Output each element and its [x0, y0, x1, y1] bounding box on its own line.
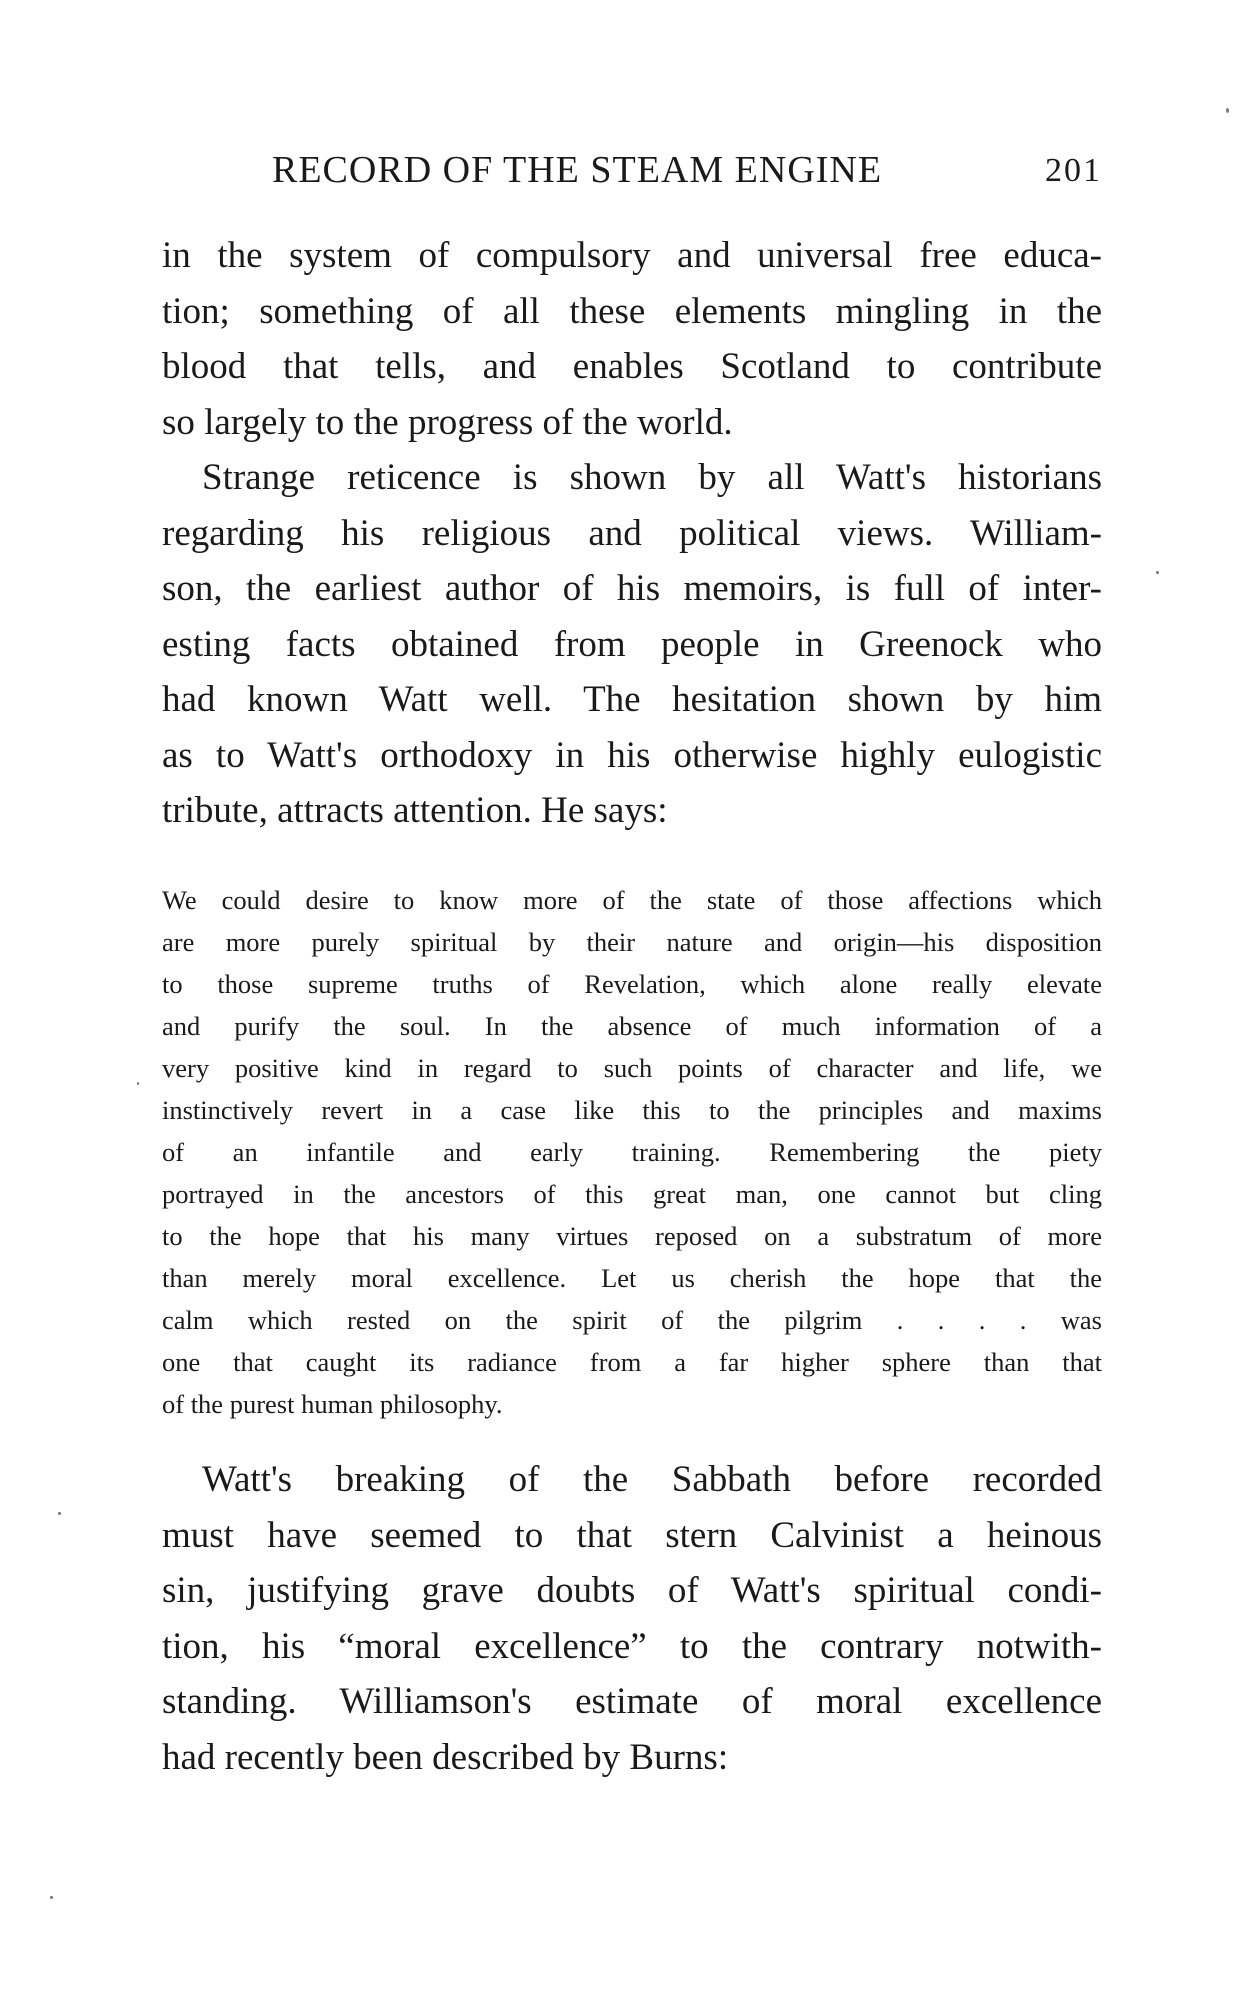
- quotation-line: of the purest human philosophy.: [162, 1389, 503, 1419]
- page-number: 201: [1045, 152, 1102, 189]
- quotation-line: than merely moral excellence. Let us cherish the hope that the: [162, 1263, 1102, 1293]
- quotation-line: are more purely spiritual by their nature and origin—his disposition: [162, 927, 1102, 957]
- paper-speck: [58, 1512, 61, 1515]
- quotation-line: portrayed in the ancestors of this great man, one cannot but cling: [162, 1179, 1102, 1209]
- paragraph-line: Watt's breaking of the Sabbath before recorded: [202, 1459, 1102, 1500]
- quotation-line: We could desire to know more of the state of those affections which: [162, 885, 1102, 915]
- paragraph-line: esting facts obtained from people in Greenock who: [162, 623, 1102, 665]
- paragraph-line: so largely to the progress of the world.: [162, 401, 733, 443]
- paragraph-3: [162, 1452, 1102, 1785]
- paper-speck: [1226, 108, 1229, 113]
- paragraph-line: tion, his “moral excellence” to the contrary notwith-: [162, 1625, 1102, 1667]
- paragraph-line: in the system of compulsory and universal free educa-: [162, 235, 1102, 276]
- paragraph-line: had recently been described by Burns:: [162, 1736, 729, 1778]
- paragraph-line: standing. Williamson's estimate of moral excellence: [162, 1681, 1102, 1722]
- quotation-line: to the hope that his many virtues reposed on a substratum of more: [162, 1221, 1102, 1251]
- paragraph-line: regarding his religious and political views. William-: [162, 512, 1102, 554]
- paper-speck: [1156, 571, 1159, 574]
- paragraph-line: tion; something of all these elements mingling in the: [162, 290, 1102, 332]
- quotation-line: of an infantile and early training. Remembering the piety: [162, 1137, 1102, 1167]
- paragraph-1: [162, 228, 1102, 450]
- running-head: [272, 148, 1102, 198]
- paragraph-line: son, the earliest author of his memoirs, is full of inter-: [162, 568, 1102, 609]
- paper-speck: [137, 1082, 139, 1085]
- quotation-line: to those supreme truths of Revelation, which alone really elevate: [162, 969, 1102, 999]
- paragraph-line: blood that tells, and enables Scotland to contribute: [162, 346, 1102, 387]
- paragraph-line: sin, justifying grave doubts of Watt's spiritual condi-: [162, 1570, 1102, 1611]
- paper-speck: [50, 1896, 53, 1899]
- running-head-title: RECORD OF THE STEAM ENGINE: [272, 149, 883, 191]
- quotation-line: and purify the soul. In the absence of much information of a: [162, 1011, 1102, 1041]
- paragraph-2: [162, 450, 1102, 839]
- quotation-line: one that caught its radiance from a far higher sphere than that: [162, 1347, 1102, 1377]
- paragraph-line: must have seemed to that stern Calvinist a heinous: [162, 1514, 1102, 1556]
- quotation-line: instinctively revert in a case like this to the principles and maxims: [162, 1095, 1102, 1125]
- paragraph-line: had known Watt well. The hesitation shown by him: [162, 679, 1102, 720]
- paragraph-line: as to Watt's orthodoxy in his otherwise highly eulogistic: [162, 734, 1102, 776]
- quotation-line: calm which rested on the spirit of the pilgrim . . . . was: [162, 1305, 1102, 1335]
- paragraph-line: Strange reticence is shown by all Watt's historians: [202, 457, 1102, 498]
- block-quotation: [162, 879, 1102, 1425]
- paragraph-line: tribute, attracts attention. He says:: [162, 790, 668, 831]
- quotation-line: very positive kind in regard to such points of character and life, we: [162, 1053, 1102, 1083]
